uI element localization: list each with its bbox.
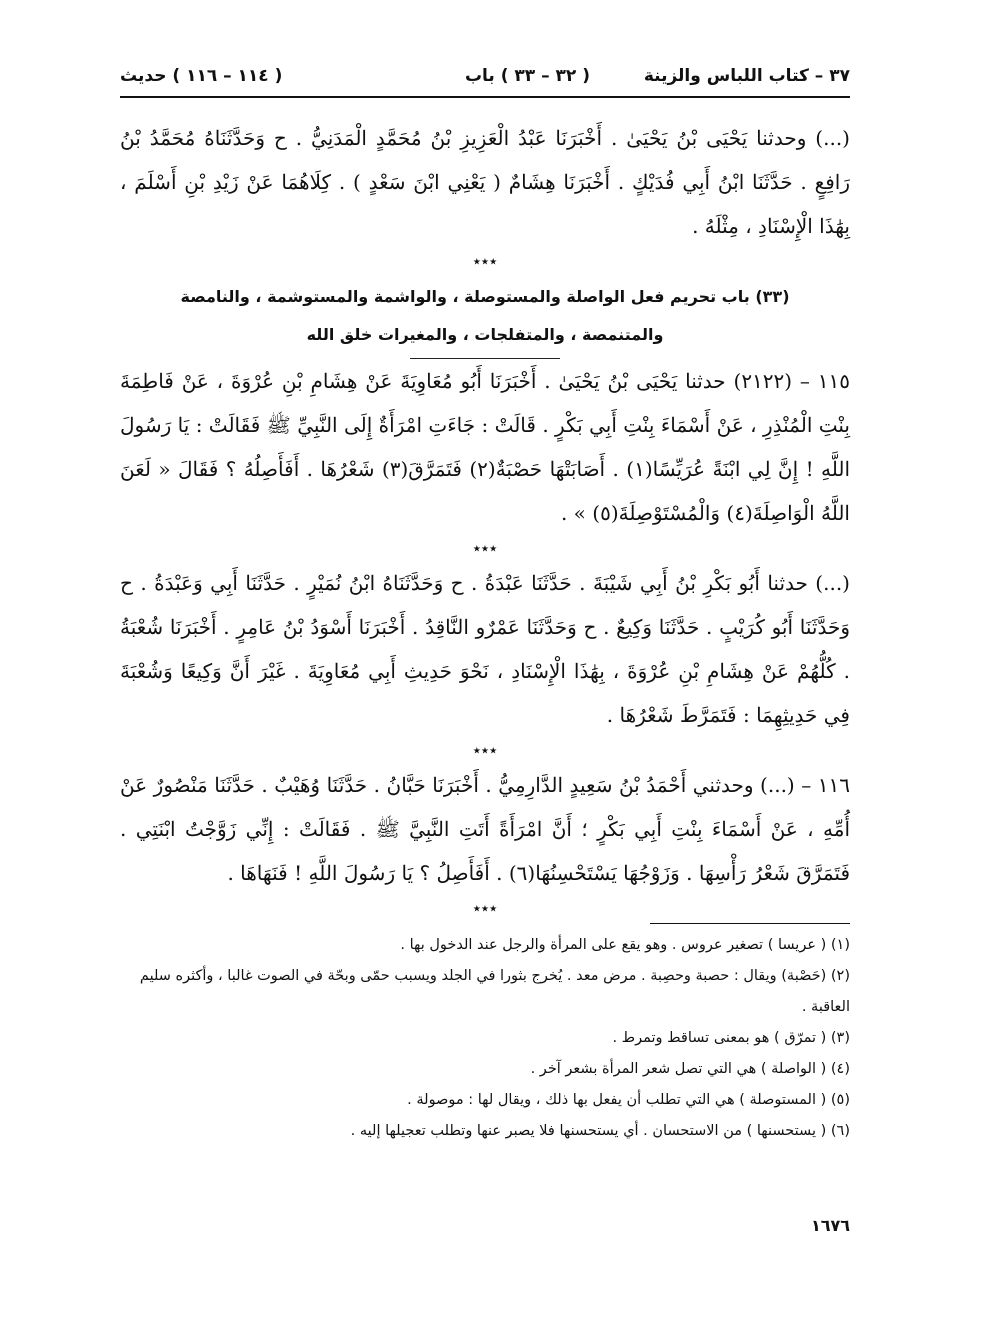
hadith-paragraph-1: (...) وحدثنا يَحْيَى بْنُ يَحْيَىٰ . أَخْبَرَنَا عَبْدُ الْعَزِيزِ بْنُ مُحَمَّدٍ الْمَدَنِيُّ . ح وَحَدَّثَنَاهُ مُحَمَّدُ بْنُ رَافِعٍ . حَدَّثَنَا ابْنُ أَبِي فُدَيْكٍ . أَخْبَرَنَا هِشَامٌ ( يَعْنِي ابْنَ سَعْدٍ ) . كِلَاهُمَا عَنْ زَيْدِ بْنِ أَسْلَمَ ، بِهَٰذَا الْإِسْنَادِ ، مِثْلَهُ . [120, 126, 850, 238]
footnotes [120, 930, 850, 1147]
document-page [120, 56, 850, 1276]
hadith-paragraph-115: ١١٥ – (٢١٢٢) حدثنا يَحْيَى بْنُ يَحْيَىٰ . أَخْبَرَنَا أَبُو مُعَاوِيَةَ عَنْ هِشَامِ بْنِ عُرْوَةَ ، عَنْ فَاطِمَةَ بِنْتِ الْمُنْذِرِ ، عَنْ أَسْمَاءَ بِنْتِ أَبِي بَكْرٍ . قَالَتْ : جَاءَتِ امْرَأَةٌ إِلَى النَّبِيِّ ﷺ فَقَالَتْ : يَا رَسُولَ اللَّهِ ! إِنَّ لِي ابْنَةً عُرَيِّسًا(١) . أَصَابَتْهَا حَصْبَةٌ(٢) فَتَمَرَّقَ(٣) شَعْرُهَا . أَفَأَصِلُهُ ؟ فَقَالَ « لَعَنَ اللَّهُ الْوَاصِلَةَ(٤) وَالْمُسْتَوْصِلَةَ(٥) » . [120, 369, 851, 525]
footnote-rule [650, 923, 850, 924]
footnote-5: (٥) ( المستوصلة ) هي التي تطلب أن يفعل بها ذلك ، ويقال لها : موصولة . [407, 1092, 850, 1108]
section-separator: ٭٭٭ [472, 741, 498, 759]
footnote-3: (٣) ( تمرّق ) هو بمعنى تساقط وتمرط . [612, 1030, 850, 1046]
hadith-paragraph-chain: (...) حدثنا أَبُو بَكْرِ بْنُ أَبِي شَيْبَةَ . حَدَّثَنَا عَبْدَةُ . ح وَحَدَّثَنَاهُ ابْنُ نُمَيْرٍ . حَدَّثَنَا أَبِي وَعَبْدَةُ . ح وَحَدَّثَنَا أَبُو كُرَيْبٍ . حَدَّثَنَا وَكِيعٌ . ح وَحَدَّثَنَا عَمْرٌو النَّاقِدُ . أَخْبَرَنَا أَسْوَدُ بْنُ عَامِرٍ . أَخْبَرَنَا شُعْبَةُ . كُلُّهُمْ عَنْ هِشَامِ بْنِ عُرْوَةَ ، بِهَٰذَا الْإِسْنَادِ ، نَحْوَ حَدِيثِ أَبِي مُعَاوِيَةَ . غَيْرَ أَنَّ وَكِيعًا وَشُعْبَةَ فِي حَدِيثِهِمَا : فَتَمَرَّطَ شَعْرُهَا . [120, 571, 850, 727]
page-number: ١٦٧٦ [810, 1216, 850, 1235]
section-separator: ٭٭٭ [472, 539, 498, 557]
header-book-title: ٣٧ – كتاب اللباس والزينة [643, 66, 850, 86]
chapter-heading: (٣٣) باب تحريم فعل الواصلة والمستوصلة ، والواشمة والمستوشمة ، والنامصة والمتنمصة ، والمتفلجات ، والمغيرات خلق الله [180, 287, 790, 344]
footnote-6: (٦) ( يستحسنها ) من الاستحسان . أي يستحسنها فلا يصبر عنها وتطلب تعجيلها إليه . [350, 1123, 850, 1139]
footnote-1: (١) ( عريسا ) تصغير عروس . وهو يقع على المرأة والرجل عند الدخول بها . [400, 937, 850, 953]
section-separator: ٭٭٭ [472, 899, 498, 917]
header-chapter-range: ( ٣٢ – ٣٣ ) باب [464, 66, 590, 86]
hadith-paragraph-116: ١١٦ – (...) وحدثني أَحْمَدُ بْنُ سَعِيدٍ الدَّارِمِيُّ . أَخْبَرَنَا حَبَّانُ . حَدَّثَنَا وُهَيْبٌ . حَدَّثَنَا مَنْصُورٌ عَنْ أُمِّهِ ، عَنْ أَسْمَاءَ بِنْتِ أَبِي بَكْرٍ ؛ أَنَّ امْرَأَةً أَتَتِ النَّبِيَّ ﷺ . فَقَالَتْ : إِنِّي زَوَّجْتُ ابْنَتِي . فَتَمَرَّقَ شَعْرُ رَأْسِهَا . وَزَوْجُهَا يَسْتَحْسِنُهَا(٦) . أَفَأَصِلُ ؟ يَا رَسُولَ اللَّهِ ! فَنَهَاهَا . [120, 773, 850, 885]
running-header [120, 56, 850, 98]
section-separator: ٭٭٭ [472, 252, 498, 270]
header-hadith-range: ( ١١٤ – ١١٦ ) حديث [120, 66, 283, 86]
footnote-2: (٢) (حَصْبة) ويقال : حصبة وحصِبة . مرض معد . يُخرج بثورا في الجلد ويسبب حمّى وبحّة في الصوت غالبا ، وأكثره سليم العاقبة . [139, 968, 850, 1015]
footnote-4: (٤) ( الواصلة ) هي التي تصل شعر المرأة بشعر آخر . [530, 1061, 850, 1077]
